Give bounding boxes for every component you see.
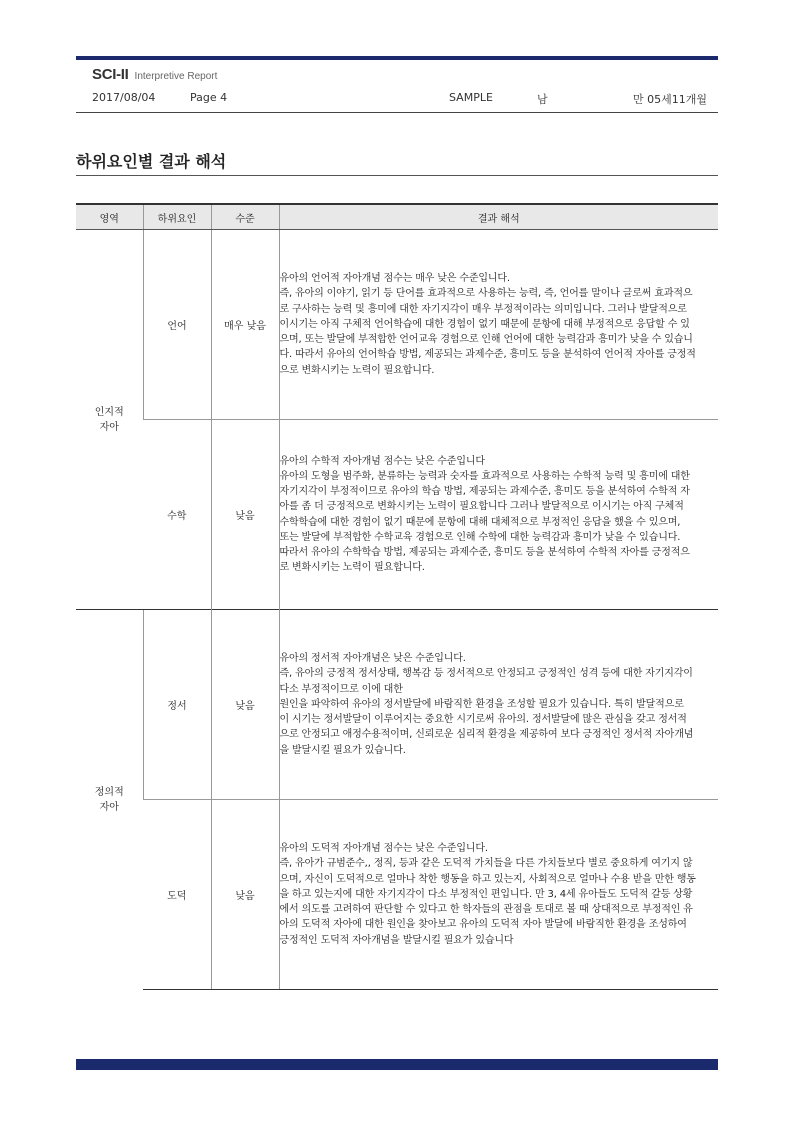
interpretation-cell: 유아의 도덕적 자아개념 점수는 낮은 수준입니다. 즉, 유아가 규범준수,, 정직, 등과 같은 도덕적 가치들을 다른 가치들보다 별로 중요하게 여기지 않 으며, 자신이 도덕적으로 얼마나 착한 행동을 하고 있는지, 사회적으로 얼마나 수용 받을 만한 행동 을 하고 있는지에 대한 자기지각이 다소 부정적인 편입니다. 만 3, 4세 유아들도 도덕적 갈등 상황 에서 의도를 고려하여 판단할 수 있다고 한 학자들의 관점을 토대로 볼 때 상대적으로 부정적인 유 아의 도덕적 자아에 대한 원인을 찾아보고 유아의 도덕적 자아 발달에 바람직한 환경을 조성하여 긍정적인 도덕적 자아개념을 발달시킬 필요가 있습니다 xyxy=(279,800,718,990)
brand-subtitle: Interpretive Report xyxy=(134,71,218,82)
header-area: 영역 xyxy=(76,204,143,230)
interpretation-cell: 유아의 정서적 자아개념은 낮은 수준입니다. 즉, 유아의 긍정적 정서상태, 행복감 등 정서적으로 안정되고 긍정적인 성격 등에 대한 자기지각이 다소 부정적이므로 이에 대한 원인을 파악하여 유아의 정서발달에 바람직한 환경을 조성할 필요가 있습니다. 특히 발달적으로 이 시기는 정서발달이 이루어지는 중요한 시기로써 유아의. 정서발달에 많은 관심을 갖고 정서적 으로 안정되고 애정수용적이며, 신뢰로운 심리적 환경을 제공하여 보다 긍정적인 정서적 자아개념 을 발달시킬 필요가 있습니다. xyxy=(279,610,718,800)
header-level: 수준 xyxy=(211,204,279,230)
table-row xyxy=(76,610,718,800)
header-interpretation: 결과 해석 xyxy=(279,204,718,230)
report-date: 2017/08/04 xyxy=(92,91,156,104)
table-row xyxy=(76,420,718,610)
subfactor-cell: 도덕 xyxy=(143,800,211,990)
section-title: 하위요인별 결과 해석 xyxy=(76,152,227,171)
level-cell: 매우 낮음 xyxy=(211,230,279,420)
area-affective: 정의적 자아 xyxy=(76,610,143,990)
page-number: Page 4 xyxy=(190,91,228,104)
header-divider xyxy=(76,112,718,113)
level-cell: 낮음 xyxy=(211,800,279,990)
area-cognitive: 인지적 자아 xyxy=(94,406,124,433)
table-row xyxy=(76,800,718,990)
table-header-row xyxy=(76,204,718,230)
subfactor-cell: 정서 xyxy=(143,610,211,800)
subject-age: 만 05세11개월 xyxy=(633,93,707,106)
result-table xyxy=(76,203,718,990)
top-accent-bar xyxy=(76,56,718,60)
level-cell: 낮음 xyxy=(211,420,279,610)
brand-logo: SCI-II xyxy=(92,66,129,83)
header-subfactor: 하위요인 xyxy=(143,204,211,230)
table-row xyxy=(76,230,718,420)
bottom-accent-bar xyxy=(76,1059,718,1070)
subject-name: SAMPLE xyxy=(449,91,493,104)
interpretation-cell: 유아의 수학적 자아개념 점수는 낮은 수준입니다 유아의 도형을 범주화, 분류하는 능력과 숫자를 효과적으로 사용하는 수학적 능력 및 흥미에 대한 자기지각이 부정적이므로 유아의 학습 방법, 제공되는 과제수준, 흥미도 등을 분석하여 수학적 자 아를 좀 더 긍정적으로 변화시키는 노력이 필요합니다 그러나 발달적으로 이시기는 아직 구체적 수학학습에 대한 경험이 없기 때문에 문항에 대해 대체적으로 부정적인 응답을 했을 수 있으며, 또는 발달에 부적합한 수학교육 경험으로 인해 수학에 대한 능력감과 흥미가 낮을 수 있습니다. 따라서 유아의 수학학습 방법, 제공되는 과제수준, 흥미도 등을 분석하여 수학적 자아를 긍정적으 로 변화시키는 노력이 필요합니다. xyxy=(279,420,718,610)
subfactor-cell: 수학 xyxy=(143,420,211,610)
level-cell: 낮음 xyxy=(211,610,279,800)
subject-gender: 남 xyxy=(537,93,548,106)
interpretation-cell: 유아의 언어적 자아개념 점수는 매우 낮은 수준입니다. 즉, 유아의 이야기, 읽기 등 단어를 효과적으로 사용하는 능력, 즉, 언어를 말이나 글로써 효과적으 로 구사하는 능력 및 흥미에 대한 자기지각이 매우 부정적이라는 의미입니다. 그러나 발달적으로 이시기는 아직 구체적 언어학습에 대한 경험이 없기 때문에 문항에 대해 부정적으로 응답할 수 있 으며, 또는 발달에 부적합한 언어교육 경험으로 인해 언어에 대한 능력감과 흥미가 낮을 수 있습니 다. 따라서 유아의 언어학습 방법, 제공되는 과제수준, 흥미도 등을 분석하여 언어적 자아를 긍정적 으로 변화시키는 노력이 필요합니다. xyxy=(279,230,718,420)
report-brand xyxy=(92,66,217,83)
title-divider xyxy=(76,175,718,176)
subfactor-cell: 언어 xyxy=(143,230,211,420)
